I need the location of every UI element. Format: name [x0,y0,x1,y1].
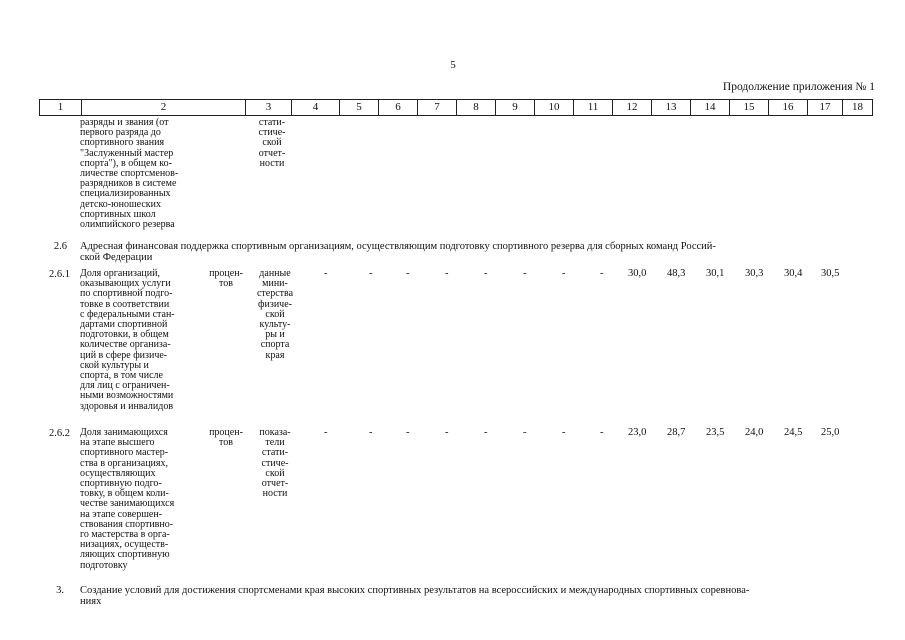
row-2-6-2-col14: 28,7 [667,427,686,438]
section-2-6-number: 2.6 [53,241,67,252]
carry-row-name: разряды и звания (от первого разряда до спортивного звания "Заслуженный мастер спорта"), в общем ко- личестве спортсменов- разрядников в системе специализированных детско-юношеских спортивных школ олимпийского резерва [80,117,179,231]
row-2-6-1-col16: 30,3 [745,268,764,279]
header-cell: 18 [843,100,873,116]
header-cell: 6 [379,100,418,116]
row-2-6-2-col15: 23,5 [706,427,725,438]
row-2-6-1-number: 2.6.1 [49,269,70,280]
continuation-label: Продолжение приложения № 1 [722,81,875,93]
row-2-6-2-col6: - [369,427,373,438]
header-cell: 14 [691,100,730,116]
row-2-6-2-col8: - [445,427,449,438]
row-2-6-1-name: Доля организаций, оказывающих услуги по спортивной подго- товке в соответствии с федеральными стан- дартами спортивной подготовки, в общем количестве организа- ций в сфере физиче- ской культуры и спорта, в том числе для лиц с ограничен- ными возможностями здоровья и инвалидов [80,268,175,412]
header-cell: 8 [457,100,496,116]
row-2-6-2-col10: - [523,427,527,438]
section-2-6-title: Адресная финансовая поддержка спортивным организациям, осуществляющим подготовку спортивного резерва для сборных команд Россий- ской Федерации [80,241,716,263]
row-2-6-1-col5: - [324,268,328,279]
header-cell: 16 [769,100,808,116]
carry-row-source: стати- стиче- ской отчет- ности [258,117,286,169]
row-2-6-1-col12: - [600,268,604,279]
header-cell: 12 [613,100,652,116]
row-2-6-1-col9: - [484,268,488,279]
row-2-6-1-col6: - [369,268,373,279]
row-2-6-2-number: 2.6.2 [49,428,70,439]
header-cell: 4 [292,100,340,116]
row-2-6-1-col11: - [562,268,566,279]
row-2-6-2-col13: 23,0 [628,427,647,438]
header-cell: 9 [496,100,535,116]
section-3-title: Создание условий для достижения спортсменами края высоких спортивных результатов на всероссийских и международных спортивных соревнова- ниях [80,585,750,607]
row-2-6-1-col13: 30,0 [628,268,647,279]
row-2-6-2-col11: - [562,427,566,438]
header-cell: 1 [40,100,82,116]
row-2-6-1-col17: 30,4 [784,268,803,279]
header-cell: 15 [730,100,769,116]
row-2-6-2-col16: 24,0 [745,427,764,438]
row-2-6-1-col8: - [445,268,449,279]
section-3-number: 3. [56,585,64,596]
row-2-6-1-col18: 30,5 [821,268,840,279]
row-2-6-2-col7: - [406,427,410,438]
row-2-6-2-unit: процен- тов [209,427,243,449]
header-cell: 7 [418,100,457,116]
header-cell: 17 [808,100,843,116]
row-2-6-2-col9: - [484,427,488,438]
row-2-6-2-name: Доля занимающихся на этапе высшего спортивного мастер- ства в организациях, осуществляющих спортивную подго- товку, в общем коли- честве занимающихся на этапе совершен- ствования спортивно- го мастерства в орга- низациях, осуществ- ляющих спортивную подготовку [80,427,175,571]
header-cell: 11 [574,100,613,116]
row-2-6-1-col14: 48,3 [667,268,686,279]
row-2-6-1-col15: 30,1 [706,268,725,279]
row-2-6-1-unit: процен- тов [209,268,243,290]
row-2-6-1-source: данные мини- стерства физиче- ской культу- ры и спорта края [256,268,294,361]
row-2-6-2-col18: 25,0 [821,427,840,438]
page-number: 5 [450,59,456,71]
header-cell: 3 [246,100,292,116]
header-cell: 13 [652,100,691,116]
row-2-6-2-col17: 24,5 [784,427,803,438]
header-cell: 5 [340,100,379,116]
row-2-6-2-col12: - [600,427,604,438]
header-cell: 2 [82,100,246,116]
row-2-6-1-col7: - [406,268,410,279]
row-2-6-1-col10: - [523,268,527,279]
header-cell: 10 [535,100,574,116]
row-2-6-2-source: показа- тели стати- стиче- ской отчет- ности [259,427,291,500]
row-2-6-2-col5: - [324,427,328,438]
